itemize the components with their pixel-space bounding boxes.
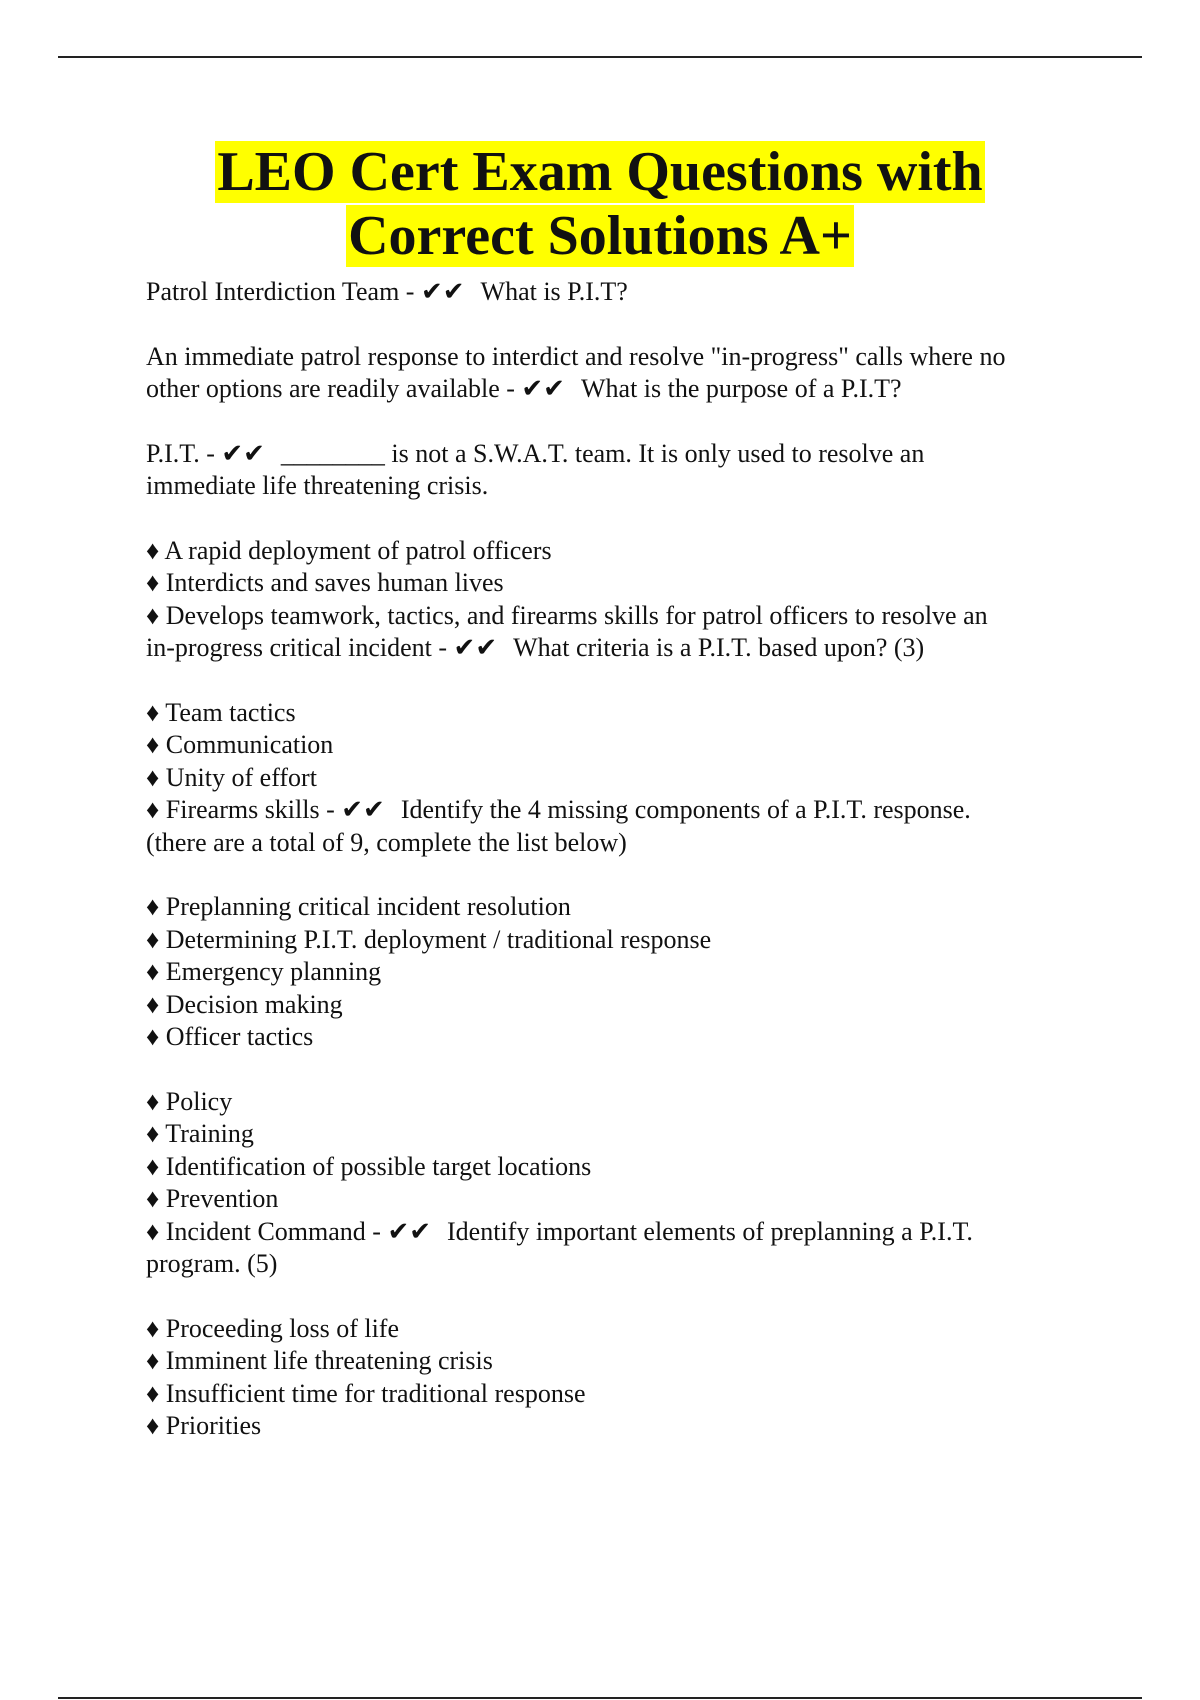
answer-text: other options are readily available - ✔✔: [146, 374, 565, 403]
qa-block: [146, 535, 1096, 665]
answer-question-line: [146, 1216, 1096, 1249]
list-item: ♦ Priorities: [146, 1411, 262, 1440]
question-text: What criteria is a P.I.T. based upon? (3): [513, 633, 925, 662]
list-item: ♦ Unity of effort: [146, 762, 317, 792]
question-text: What is P.I.T?: [480, 277, 628, 306]
footer-rule: [58, 1697, 1142, 1699]
answer-text: P.I.T. - ✔✔: [146, 438, 265, 468]
answer-question-line: [146, 794, 1096, 827]
qa-block: [146, 1086, 1096, 1281]
header-rule: [58, 56, 1142, 58]
list-item: ♦ Policy: [146, 1086, 233, 1116]
qa-block: [146, 697, 1096, 860]
list-item: ♦ Officer tactics: [146, 1022, 314, 1051]
list-item: ♦ Proceeding loss of life: [146, 1313, 399, 1343]
answer-text: ♦ Incident Command - ✔✔: [146, 1216, 432, 1246]
list-item: ♦ Team tactics: [146, 697, 296, 727]
answer-question-line: [146, 632, 1096, 665]
answer-text: in-progress critical incident - ✔✔: [146, 633, 498, 662]
qa-block: [146, 276, 1096, 309]
qa-block: [146, 1313, 1096, 1443]
question-text: What is the purpose of a P.I.T?: [580, 374, 902, 403]
list-item: ♦ Determining P.I.T. deployment / traditional response: [146, 924, 712, 954]
answer-line: An immediate patrol response to interdict and resolve "in-progress" calls where no: [146, 341, 1006, 371]
question-continuation: immediate life threatening crisis.: [146, 471, 489, 500]
list-item: ♦ Develops teamwork, tactics, and firearms skills for patrol officers to resolve an: [146, 600, 988, 630]
list-item: ♦ Imminent life threatening crisis: [146, 1346, 493, 1375]
question-text: ________ is not a S.W.A.T. team. It is only used to resolve an: [280, 438, 925, 468]
question-continuation: program. (5): [146, 1249, 278, 1278]
list-item: ♦ Emergency planning: [146, 957, 382, 986]
qa-block: [146, 438, 1096, 503]
list-item: ♦ Interdicts and saves human lives: [146, 568, 504, 597]
list-item: ♦ Decision making: [146, 989, 343, 1019]
list-item: ♦ A rapid deployment of patrol officers: [146, 535, 552, 565]
answer-text: ♦ Firearms skills - ✔✔: [146, 795, 385, 824]
list-item: ♦ Communication: [146, 730, 334, 759]
qa-block: [146, 341, 1096, 406]
document-body: [146, 276, 1096, 1475]
question-continuation: (there are a total of 9, complete the list below): [146, 827, 627, 857]
list-item: ♦ Insufficient time for traditional response: [146, 1378, 586, 1408]
list-item: ♦ Identification of possible target locations: [146, 1151, 592, 1181]
answer-question-line: [146, 438, 1096, 471]
list-item: ♦ Training: [146, 1119, 254, 1148]
list-item: ♦ Preplanning critical incident resolution: [146, 892, 571, 921]
title-line-2: Correct Solutions A+: [348, 205, 852, 267]
qa-block: [146, 891, 1096, 1054]
title-line-1: LEO Cert Exam Questions with: [217, 141, 983, 203]
question-text: Identify important elements of preplanning a P.I.T.: [447, 1216, 973, 1246]
list-item: ♦ Prevention: [146, 1184, 279, 1213]
answer-question-line: [146, 276, 1096, 309]
page-title: [0, 140, 1200, 268]
question-text: Identify the 4 missing components of a P.I.T. response.: [400, 795, 971, 824]
answer-text: Patrol Interdiction Team - ✔✔: [146, 277, 465, 306]
answer-question-line: [146, 373, 1096, 406]
